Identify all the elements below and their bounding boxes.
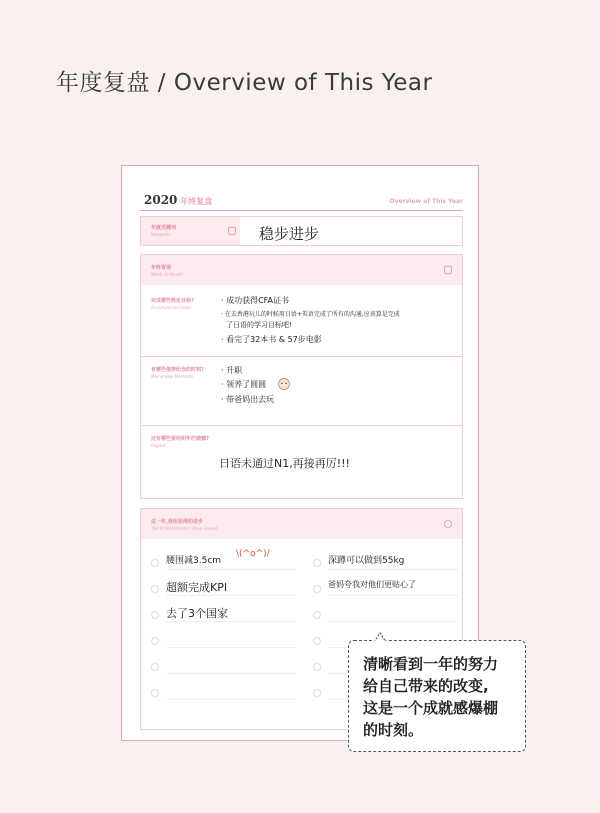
achievement-underline xyxy=(166,699,296,700)
achievement-checkbox[interactable] xyxy=(313,611,321,619)
year-title-cn: 年终复盘 xyxy=(180,197,213,206)
words-section xyxy=(140,254,463,499)
memories-sublabel: Memorable Moments xyxy=(151,374,194,379)
goal-item: · 看完了32本书 & 57步电影 xyxy=(221,335,322,344)
achievement-text: 超额完成KPI xyxy=(166,581,228,594)
bookmark-icon xyxy=(228,227,236,235)
words-label: 年终寄语 xyxy=(151,265,172,271)
year-number: 2020 xyxy=(144,193,178,207)
target-icon xyxy=(444,520,452,528)
callout-line: 给自己带来的改变, xyxy=(363,677,489,695)
achievement-underline xyxy=(328,569,458,570)
callout-box xyxy=(348,640,526,752)
memory-item: · 升职 xyxy=(221,366,243,375)
achievement-checkbox[interactable] xyxy=(151,559,159,567)
achievement-text: 爸妈夸我对他们更贴心了 xyxy=(328,580,416,589)
achievement-text: 去了3个国家 xyxy=(166,607,228,620)
page-heading: 年度复盘 / Overview of This Year xyxy=(56,70,433,96)
achievement-underline xyxy=(166,595,296,596)
achievement-checkbox[interactable] xyxy=(313,663,321,671)
pet-face-icon xyxy=(277,378,291,390)
goals-sublabel: Accomplished Goals xyxy=(151,305,192,310)
achievement-underline xyxy=(328,595,458,596)
callout-line: 的时刻。 xyxy=(363,721,424,739)
achievements-sublabel: The Achievements I Have Gained xyxy=(151,526,218,531)
achievements-label: 这一年,我所获得的进步 xyxy=(151,519,203,525)
words-sublabel: Words to Myself xyxy=(151,272,183,277)
callout-line: 清晰看到一年的努力 xyxy=(363,655,499,673)
achievement-underline xyxy=(166,621,296,622)
achievement-text: 深蹲可以做到55kg xyxy=(328,556,405,566)
overview-label: Overview of This Year xyxy=(389,198,463,205)
goals-label: 完成哪些既定目标? xyxy=(151,298,194,304)
regrets-text: 日语未通过N1,再接再厉!!! xyxy=(219,457,350,470)
achievement-checkbox[interactable] xyxy=(151,637,159,645)
memory-item: · 领养了圆圆 xyxy=(221,380,267,389)
goal-item: 了日语的学习目标吧! xyxy=(226,321,292,329)
achievement-checkbox[interactable] xyxy=(151,663,159,671)
regrets-sublabel: Regrets xyxy=(151,443,167,448)
achievement-checkbox[interactable] xyxy=(313,637,321,645)
achievement-checkbox[interactable] xyxy=(151,689,159,697)
achievement-checkbox[interactable] xyxy=(313,585,321,593)
goal-item: · 成功获得CFA证书 xyxy=(221,296,290,305)
keywords-header xyxy=(141,217,240,245)
achievement-underline xyxy=(166,647,296,648)
regrets-label: 还有哪些留给明年的遗憾? xyxy=(151,436,209,442)
achievement-text: 腰围减3.5cm xyxy=(166,556,222,566)
keywords-value: 稳步进步 xyxy=(259,225,320,243)
achievement-checkbox[interactable] xyxy=(313,559,321,567)
words-header xyxy=(141,255,462,285)
callout-pointer xyxy=(373,632,387,642)
achievement-checkbox[interactable] xyxy=(313,689,321,697)
callout-line: 这是一个成就感爆棚 xyxy=(363,699,499,717)
row-divider xyxy=(141,425,462,426)
achievement-checkbox[interactable] xyxy=(151,611,159,619)
header-rule xyxy=(140,210,463,211)
goal-item: · 在去香港玩儿的时候用日语+英语完成了所有的沟通,应该算是完成 xyxy=(221,311,400,318)
keywords-label: 年度关键词 xyxy=(151,225,177,231)
achievement-underline xyxy=(166,673,296,674)
message-icon xyxy=(444,266,452,274)
memory-item: · 带爸妈出去玩 xyxy=(221,395,275,404)
memories-label: 有哪些值得纪念的时刻? xyxy=(151,367,204,373)
year-title xyxy=(144,193,212,207)
row-divider xyxy=(141,356,462,357)
achievement-underline xyxy=(166,569,296,570)
keywords-sublabel: Keywords xyxy=(151,232,171,237)
achievement-checkbox[interactable] xyxy=(151,585,159,593)
keywords-section xyxy=(140,216,463,246)
achievement-underline xyxy=(328,621,458,622)
cheer-doodle: \(^o^)/ xyxy=(236,549,270,559)
